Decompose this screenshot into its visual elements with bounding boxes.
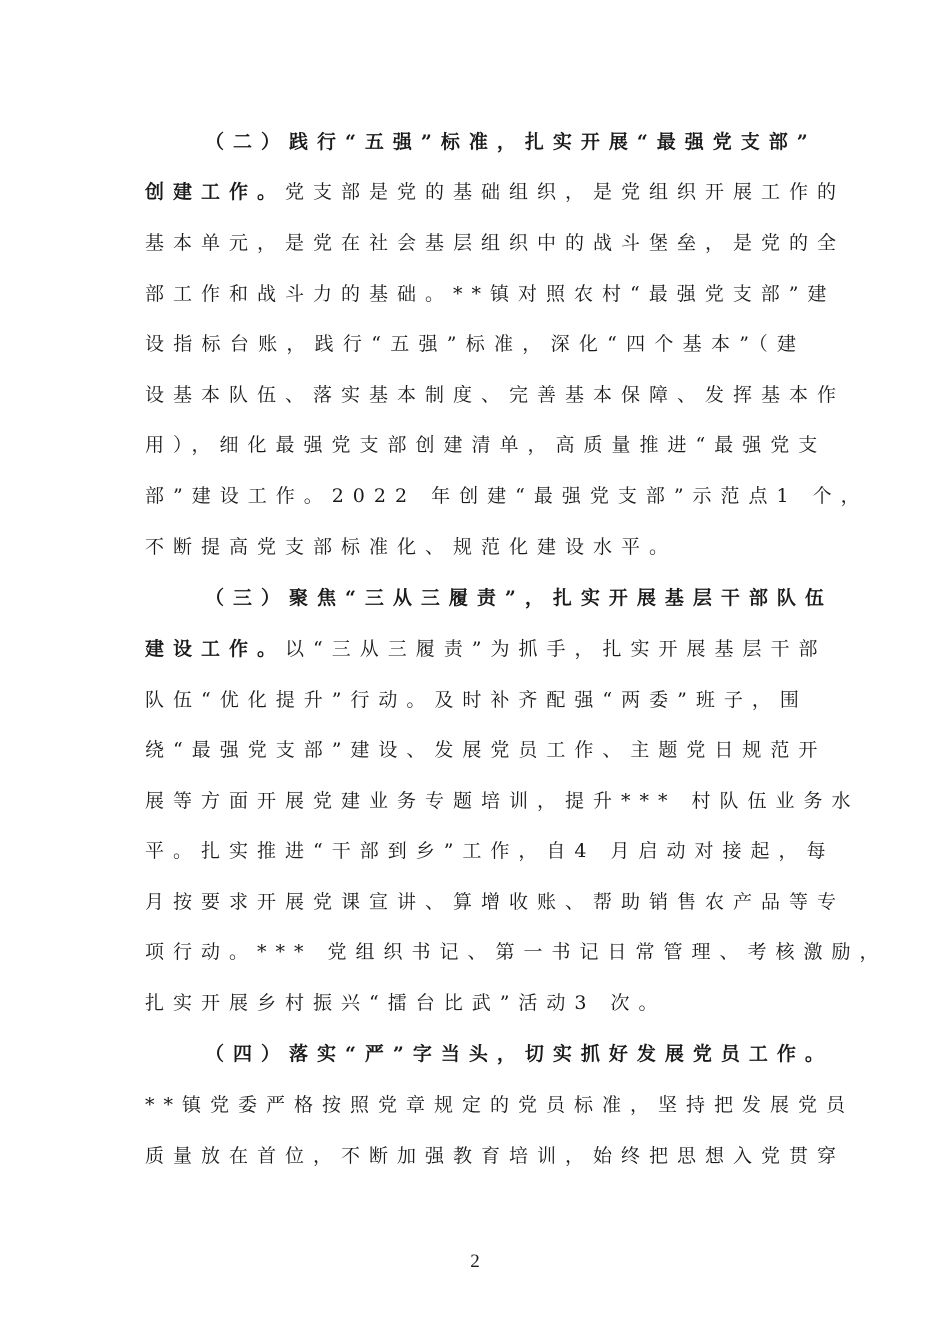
- section-4-heading: （四）落实“严”字当头，切实抓好发展党员工作。: [205, 1043, 833, 1065]
- section-3-line-1-text: 以“三从三履责”为抓手，扎实开展基层干部: [285, 638, 827, 660]
- section-2-heading: （二）践行“五强”标准，扎实开展“最强党支部”: [205, 131, 817, 153]
- section-3-line-3: 绕“最强党支部”建设、发展党员工作、主题党日规范开: [145, 739, 827, 761]
- section-2-line-5: 设基本队伍、落实基本制度、完善基本保障、发挥基本作: [145, 384, 846, 406]
- section-2-line-2: 基本单元，是党在社会基层组织中的战斗堡垒，是党的全: [145, 232, 846, 254]
- section-2-heading-continued: 创建工作。: [145, 181, 286, 203]
- section-2-line-7: 部”建设工作。2022 年创建“最强党支部”示范点1 个，: [145, 485, 869, 507]
- section-3-heading: （三）聚焦“三从三履责”，扎实开展基层干部队伍: [205, 587, 833, 609]
- section-3-line-1: [145, 632, 827, 666]
- section-3-line-5: 平。扎实推进“干部到乡”工作，自4 月启动对接起，每: [145, 840, 835, 862]
- section-4-line-1: **镇党委严格按照党章规定的党员标准，坚持把发展党员: [145, 1094, 855, 1116]
- section-3-heading-continued: 建设工作。: [145, 638, 286, 660]
- section-3-line-8: 扎实开展乡村振兴“擂台比武”活动3 次。: [145, 992, 667, 1014]
- section-2-line-4: 设指标台账，践行“五强”标准，深化“四个基本”（建: [145, 333, 805, 355]
- section-2-line-1-text: 党支部是党的基础组织，是党组织开展工作的: [285, 181, 846, 203]
- section-3-line-2: 队伍“优化提升”行动。及时补齐配强“两委”班子，围: [145, 689, 808, 711]
- section-2-line-6: 用），细化最强党支部创建清单，高质量推进“最强党支: [145, 434, 827, 456]
- section-2-line-3: 部工作和战斗力的基础。**镇对照农村“最强党支部”建: [145, 283, 836, 305]
- section-3-line-7: 项行动。*** 党组织书记、第一书记日常管理、考核激励，: [145, 941, 888, 963]
- section-4-line-2: 质量放在首位，不断加强教育培训，始终把思想入党贯穿: [145, 1145, 846, 1167]
- page-number: 2: [470, 1251, 480, 1272]
- section-2-line-8: 不断提高党支部标准化、规范化建设水平。: [145, 536, 678, 558]
- section-3-line-6: 月按要求开展党课宣讲、算增收账、帮助销售农产品等专: [145, 891, 846, 913]
- section-3-line-4: 展等方面开展党建业务专题培训，提升*** 村队伍业务水: [145, 790, 860, 812]
- section-2-line-1: [145, 175, 846, 209]
